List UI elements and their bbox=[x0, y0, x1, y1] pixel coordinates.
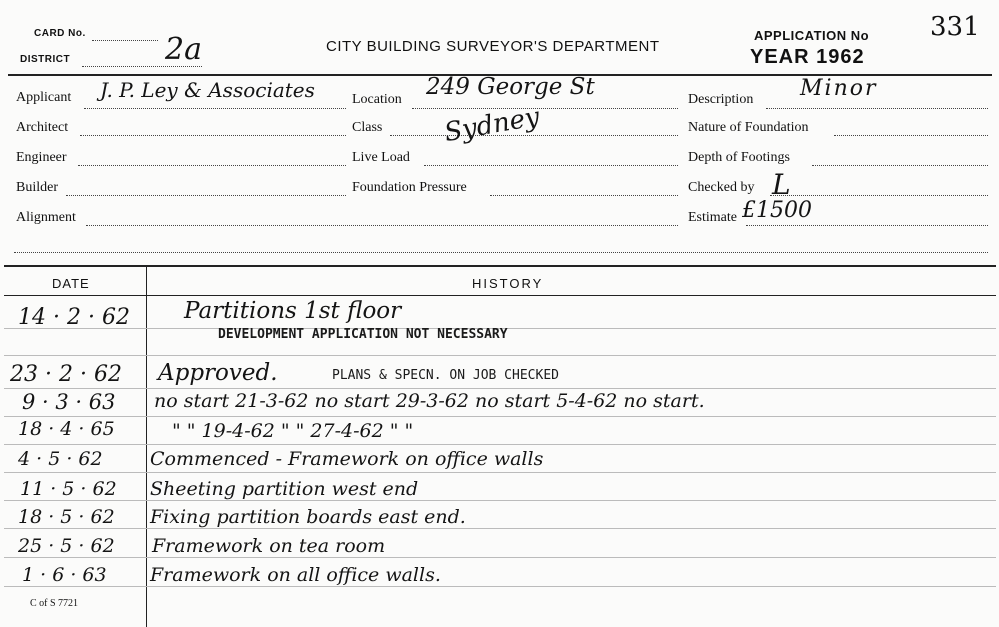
table-row-line bbox=[4, 528, 996, 529]
description-value: Minor bbox=[800, 76, 878, 101]
row-history-text: no start 21-3-62 no start 29-3-62 no start 5-4-62 no start. bbox=[154, 390, 705, 412]
table-row-line bbox=[4, 444, 996, 445]
row-history-text: Fixing partition boards east end. bbox=[150, 506, 466, 528]
architect-line bbox=[80, 135, 346, 136]
date-header: DATE bbox=[52, 276, 90, 291]
architect-label: Architect bbox=[16, 120, 69, 135]
alignment-line bbox=[86, 225, 678, 226]
table-top-rule bbox=[4, 265, 996, 267]
application-label: APPLICATION No bbox=[754, 28, 870, 43]
fields-bottom-line bbox=[14, 252, 988, 253]
card-no-line bbox=[92, 40, 158, 41]
row-date: 23 · 2 · 62 bbox=[10, 362, 122, 387]
row-date: 1 · 6 · 63 bbox=[22, 564, 107, 586]
applicant-value: J. P. Ley & Associates bbox=[100, 78, 315, 102]
row-date: 11 · 5 · 62 bbox=[20, 478, 117, 500]
card-no-label: CARD No. bbox=[34, 28, 86, 39]
row-history-text: Framework on tea room bbox=[152, 535, 386, 557]
engineer-label: Engineer bbox=[16, 150, 67, 165]
applicant-line bbox=[84, 108, 346, 109]
row-history-text: Commenced - Framework on office walls bbox=[150, 448, 544, 470]
row-date: 14 · 2 · 62 bbox=[18, 305, 130, 330]
location-line bbox=[412, 108, 678, 109]
description-line bbox=[766, 108, 988, 109]
table-row-line bbox=[4, 500, 996, 501]
table-row-line bbox=[4, 355, 996, 356]
nature-of-foundation-label: Nature of Foundation bbox=[688, 120, 809, 135]
table-row-line bbox=[4, 416, 996, 417]
applicant-label: Applicant bbox=[16, 90, 72, 105]
class-value: Sydney bbox=[442, 101, 542, 149]
row-history-text: Approved. bbox=[158, 360, 278, 386]
engineer-line bbox=[78, 165, 346, 166]
estimate-value: £1500 bbox=[742, 198, 812, 223]
checked-by-line bbox=[770, 195, 988, 196]
foundation-pressure-line bbox=[490, 195, 678, 196]
plans-checked-stamp: PLANS & SPECN. ON JOB CHECKED bbox=[332, 368, 559, 383]
builder-line bbox=[66, 195, 346, 196]
table-row-line bbox=[4, 388, 996, 389]
row-date: 18 · 5 · 62 bbox=[18, 506, 115, 528]
row-history-text: Framework on all office walls. bbox=[150, 564, 441, 586]
checked-by-value: L bbox=[772, 168, 791, 201]
history-header: HISTORY bbox=[472, 276, 544, 291]
estimate-label: Estimate bbox=[688, 210, 737, 225]
description-label: Description bbox=[688, 92, 754, 107]
row-history-text: " " 19-4-62 " " 27-4-62 " " bbox=[172, 420, 414, 442]
department-title: CITY BUILDING SURVEYOR'S DEPARTMENT bbox=[326, 38, 660, 55]
table-row-line bbox=[4, 557, 996, 558]
row-date: 25 · 5 · 62 bbox=[18, 535, 115, 557]
nature-of-foundation-line bbox=[834, 135, 988, 136]
table-row-line bbox=[4, 586, 996, 587]
district-label: DISTRICT bbox=[20, 54, 71, 65]
location-value: 249 George St bbox=[426, 74, 595, 100]
estimate-line bbox=[746, 225, 988, 226]
table-row-line bbox=[4, 472, 996, 473]
development-stamp: DEVELOPMENT APPLICATION NOT NECESSARY bbox=[218, 327, 508, 342]
builder-label: Builder bbox=[16, 180, 58, 195]
depth-of-footings-line bbox=[812, 165, 988, 166]
checked-by-label: Checked by bbox=[688, 180, 755, 195]
depth-of-footings-label: Depth of Footings bbox=[688, 150, 790, 165]
application-number: 331 bbox=[930, 12, 980, 42]
table-column-divider bbox=[146, 265, 147, 627]
row-date: 18 · 4 · 65 bbox=[18, 418, 115, 440]
location-label: Location bbox=[352, 92, 402, 107]
row-history-text: Partitions 1st floor bbox=[184, 298, 402, 324]
table-header-rule bbox=[4, 295, 996, 296]
row-history-text: Sheeting partition west end bbox=[150, 478, 419, 500]
alignment-label: Alignment bbox=[16, 210, 76, 225]
live-load-label: Live Load bbox=[352, 150, 410, 165]
application-year: YEAR 1962 bbox=[750, 46, 865, 68]
class-line bbox=[390, 135, 678, 136]
live-load-line bbox=[424, 165, 678, 166]
class-label: Class bbox=[352, 120, 383, 135]
row-date: 9 · 3 · 63 bbox=[22, 390, 116, 414]
row-date: 4 · 5 · 62 bbox=[18, 448, 103, 470]
district-value: 2a bbox=[165, 32, 202, 67]
form-code: C of S 7721 bbox=[30, 598, 79, 609]
foundation-pressure-label: Foundation Pressure bbox=[352, 180, 467, 195]
